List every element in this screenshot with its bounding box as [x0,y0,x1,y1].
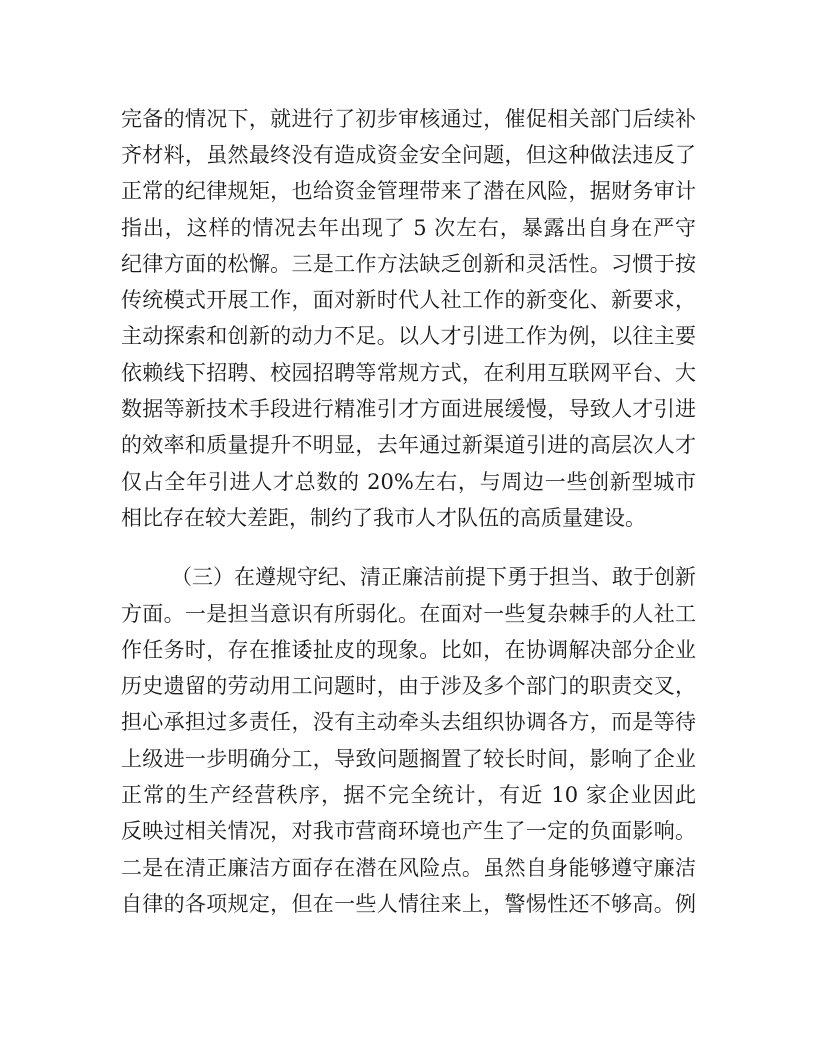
paragraph-line: 的效率和质量提升不明显，去年通过新渠道引进的高层次人才 [121,433,696,457]
paragraph-line: 仅占全年引进人才总数的 20%左右，与周边一些创新型城市 [121,470,696,494]
paragraph-line: 依赖线下招聘、校园招聘等常规方式，在利用互联网平台、大 [121,361,696,385]
section-heading-line: （三）在遵规守纪、清正廉洁前提下勇于担当、敢于创新 [171,565,696,589]
paragraph-line: 作任务时，存在推诿扯皮的现象。比如，在协调解决部分企业 [121,638,696,662]
paragraph-line: 二是在清正廉洁方面存在潜在风险点。虽然自身能够遵守廉洁 [121,856,696,880]
paragraph-line: 担心承担过多责任，没有主动牵头去组织协调各方，而是等待 [121,710,696,734]
paragraph-line: 历史遗留的劳动用工问题时，由于涉及多个部门的职责交叉， [121,674,696,698]
paragraph-line: 相比存在较大差距，制约了我市人才队伍的高质量建设。 [121,506,646,530]
paragraph-line: 完备的情况下，就进行了初步审核通过，催促相关部门后续补 [121,107,696,131]
paragraph-line: 指出，这样的情况去年出现了 5 次左右，暴露出自身在严守 [121,216,696,240]
paragraph-line: 正常的纪律规矩，也给资金管理带来了潜在风险，据财务审计 [121,179,696,203]
paragraph-line: 数据等新技术手段进行精准引才方面进展缓慢，导致人才引进 [121,397,696,421]
paragraph-line: 纪律方面的松懈。三是工作方法缺乏创新和灵活性。习惯于按 [121,252,696,276]
paragraph-line: 主动探索和创新的动力不足。以人才引进工作为例，以往主要 [121,324,696,348]
paragraph-line: 自律的各项规定，但在一些人情往来上，警惕性还不够高。例 [121,892,696,916]
paragraph-line: 齐材料，虽然最终没有造成资金安全问题，但这种做法违反了 [121,143,696,167]
paragraph-line: 上级进一步明确分工，导致问题搁置了较长时间，影响了企业 [121,747,696,771]
paragraph-line: 传统模式开展工作，面对新时代人社工作的新变化、新要求， [121,288,696,312]
paragraph-line: 正常的生产经营秩序，据不完全统计，有近 10 家企业因此 [121,783,696,807]
paragraph-line: 方面。一是担当意识有所弱化。在面对一些复杂棘手的人社工 [121,602,696,626]
paragraph-line: 反映过相关情况，对我市营商环境也产生了一定的负面影响。 [121,819,696,843]
